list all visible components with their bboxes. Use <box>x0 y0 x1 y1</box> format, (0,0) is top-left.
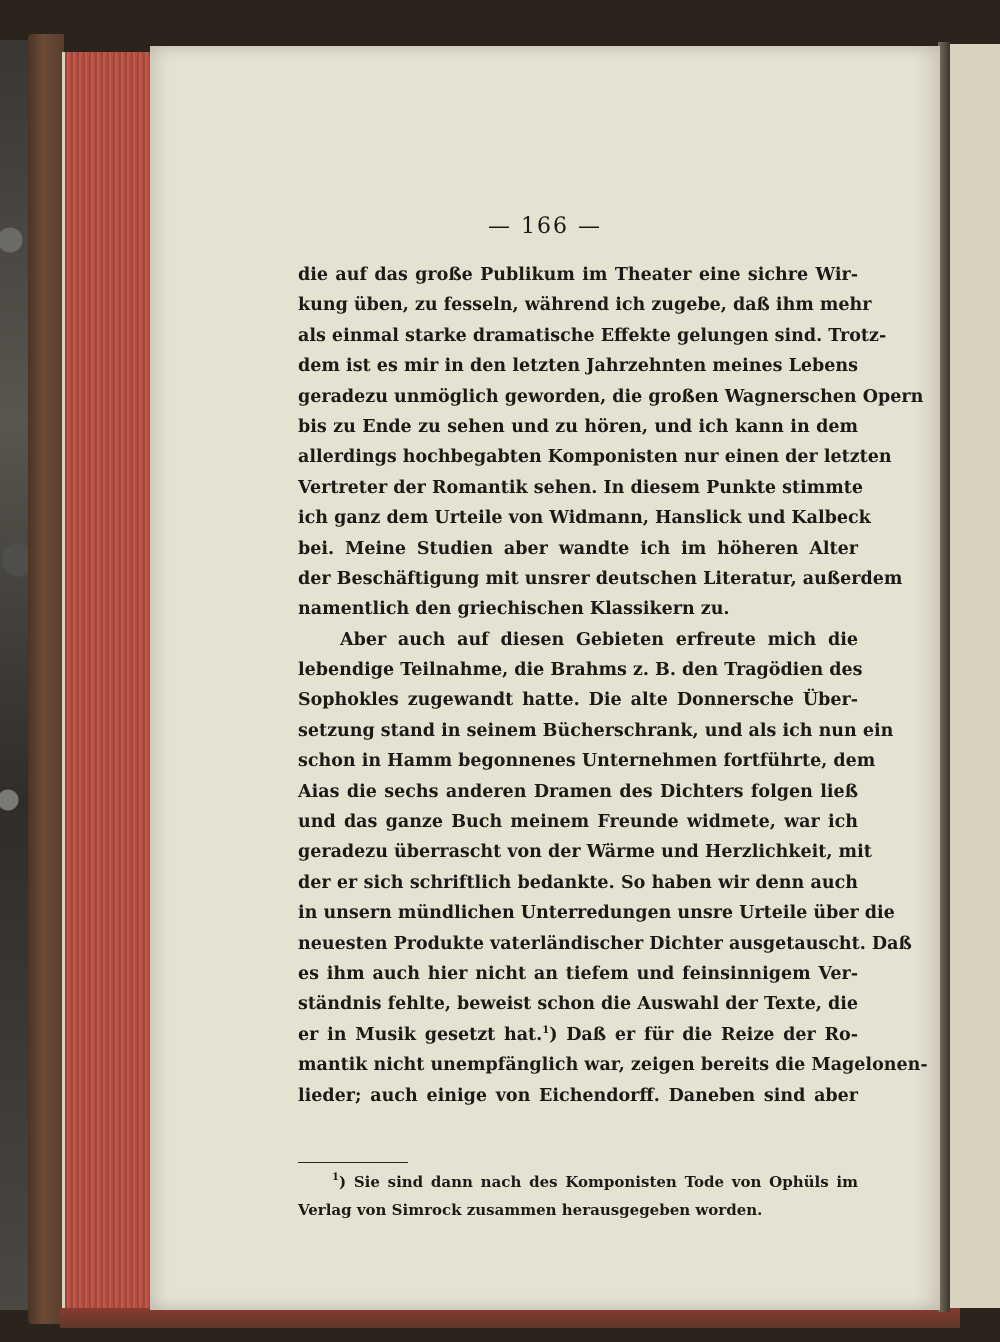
body-text <box>298 260 928 1111</box>
footnote-line: Verlag von Simrock zusammen herausgegeben worden. <box>298 1201 763 1219</box>
page-number: — 166 — <box>488 214 602 239</box>
footnotes <box>298 1168 858 1224</box>
text-line: lebendige Teilnahme, die Brahms z. B. den Tragödien des <box>298 660 863 681</box>
text-line: neuesten Produkte vaterländischer Dichter ausgetauscht. Daß <box>298 933 912 954</box>
book-cover-spine <box>28 34 64 1324</box>
text-line: dem ist es mir in den letzten Jahrzehnten meines Lebens <box>298 356 858 377</box>
facing-page <box>950 44 1000 1308</box>
text-line: als einmal starke dramatische Effekte gelungen sind. Trotz- <box>298 325 887 346</box>
text-line: lieder; auch einige von Eichendorff. Daneben sind aber <box>298 1085 858 1106</box>
text-line: ich ganz dem Urteile von Widmann, Hanslick und Kalbeck <box>298 508 871 529</box>
text-line: es ihm auch hier nicht an tiefem und feinsinnigem Ver- <box>298 963 858 984</box>
footnote-line: $^1$) Sie sind dann nach des Komponisten Tode von Ophüls im <box>332 1172 858 1191</box>
text-line: kung üben, zu fesseln, während ich zugebe, daß ihm mehr <box>298 295 872 316</box>
book-bottom-edge <box>60 1308 960 1328</box>
text-line: bis zu Ende zu sehen und zu hören, und ich kann in dem <box>298 416 858 437</box>
text-line: er in Musik gesetzt hat.$^1$) Daß er für die Reize der Ro- <box>298 1024 858 1045</box>
text-line: Sophokles zugewandt hatte. Die alte Donnersche Über- <box>298 690 858 711</box>
text-line: Aber auch auf diesen Gebieten erfreute mich die <box>340 629 858 650</box>
text-line: und das ganze Buch meinem Freunde widmete, war ich <box>298 812 858 833</box>
text-line: ständnis fehlte, beweist schon die Auswahl der Texte, die <box>298 994 858 1015</box>
text-line: geradezu überrascht von der Wärme und Herzlichkeit, mit <box>298 842 872 863</box>
page-edges <box>62 52 155 1312</box>
text-line: der Beschäftigung mit unsrer deutschen Literatur, außerdem <box>298 568 903 589</box>
text-line: der er sich schriftlich bedankte. So haben wir denn auch <box>298 872 858 893</box>
text-line: Vertreter der Romantik sehen. In diesem Punkte stimmte <box>298 477 863 498</box>
text-line: mantik nicht unempfänglich war, zeigen bereits die Magelonen- <box>298 1055 928 1076</box>
book-page <box>150 46 940 1310</box>
text-line: geradezu unmöglich geworden, die großen Wagnerschen Opern <box>298 386 924 407</box>
text-line: schon in Hamm begonnenes Unternehmen fortführte, dem <box>298 751 876 772</box>
text-line: allerdings hochbegabten Komponisten nur einen der letzten <box>298 447 892 468</box>
text-line: Aias die sechs anderen Dramen des Dichters folgen ließ <box>298 781 858 802</box>
text-line: namentlich den griechischen Klassikern zu. <box>298 599 730 620</box>
footnote-reference: 1 <box>542 1024 550 1036</box>
text-line: setzung stand in seinem Bücherschrank, und als ich nun ein <box>298 720 894 741</box>
text-line: die auf das große Publikum im Theater eine sichre Wir- <box>298 265 858 285</box>
text-line: bei. Meine Studien aber wandte ich im höheren Alter <box>298 538 858 559</box>
footnote-marker: 1 <box>332 1172 339 1183</box>
footnote-divider <box>298 1162 408 1163</box>
text-line: in unsern mündlichen Unterredungen unsre Urteile über die <box>298 903 895 924</box>
